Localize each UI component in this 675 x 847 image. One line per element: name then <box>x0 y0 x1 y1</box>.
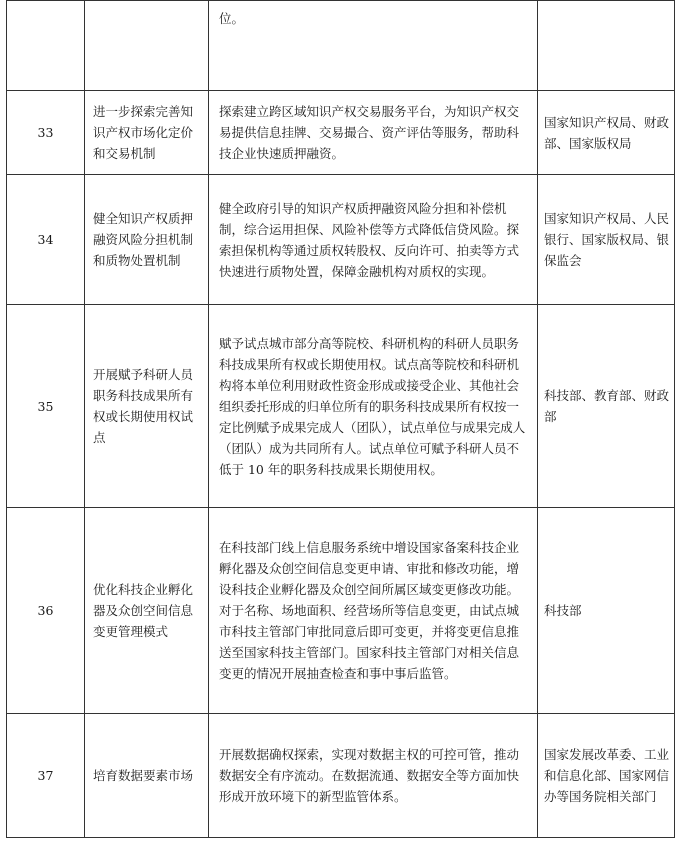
table-row <box>7 305 675 508</box>
row-number: 37 <box>7 714 85 838</box>
table-row <box>7 508 675 714</box>
table-row <box>7 175 675 305</box>
row-number: 33 <box>7 91 85 175</box>
row-number: 36 <box>7 508 85 714</box>
measure-name: 培育数据要素市场 <box>85 714 209 838</box>
responsible-departments: 科技部 <box>538 508 675 714</box>
measure-content: 开展数据确权探索，实现对数据主权的可控可管，推动数据安全有序流动。在数据流通、数据安全等方面加快形成开放环境下的新型监管体系。 <box>209 714 538 838</box>
measure-name: 开展赋予科研人员职务科技成果所有权或长期使用权试点 <box>85 305 209 508</box>
measure-name <box>85 1 209 91</box>
table-row <box>7 91 675 175</box>
responsible-departments: 国家发展改革委、工业和信息化部、国家网信办等国务院相关部门 <box>538 714 675 838</box>
row-number: 34 <box>7 175 85 305</box>
measure-content: 健全政府引导的知识产权质押融资风险分担和补偿机制，综合运用担保、风险补偿等方式降低信贷风险。探索担保机构等通过质权转股权、反向许可、拍卖等方式快速进行质物处置，保障金融机构对质权的实现。 <box>209 175 538 305</box>
table-row <box>7 1 675 91</box>
measure-content: 赋予试点城市部分高等院校、科研机构的科研人员职务科技成果所有权或长期使用权。试点高等院校和科研机构将本单位利用财政性资金形成或接受企业、其他社会组织委托形成的归单位所有的职务科技成果所有权按一定比例赋予成果完成人（团队），试点单位与成果完成人（团队）成为共同所有人。试点单位可赋予科研人员不低于 10 年的职务科技成果长期使用权。 <box>209 305 538 508</box>
row-number <box>7 1 85 91</box>
responsible-departments: 国家知识产权局、人民银行、国家版权局、银保监会 <box>538 175 675 305</box>
measure-name: 优化科技企业孵化器及众创空间信息变更管理模式 <box>85 508 209 714</box>
measure-name: 健全知识产权质押融资风险分担机制和质物处置机制 <box>85 175 209 305</box>
measure-name: 进一步探索完善知识产权市场化定价和交易机制 <box>85 91 209 175</box>
measure-content <box>209 1 538 91</box>
table-row <box>7 714 675 838</box>
measure-content-text: 位。 <box>219 11 245 26</box>
responsible-departments: 国家知识产权局、财政部、国家版权局 <box>538 91 675 175</box>
measure-content: 在科技部门线上信息服务系统中增设国家备案科技企业孵化器及众创空间信息变更申请、审批和修改功能，增设科技企业孵化器及众创空间所属区域变更修改功能。对于名称、场地面积、经营场所等信息变更，由试点城市科技主管部门审批同意后即可变更，并将变更信息推送至国家科技主管部门。国家科技主管部门对相关信息变更的情况开展抽查检查和事中事后监管。 <box>209 508 538 714</box>
measures-table <box>6 0 675 838</box>
row-number: 35 <box>7 305 85 508</box>
measure-content: 探索建立跨区域知识产权交易服务平台，为知识产权交易提供信息挂牌、交易撮合、资产评估等服务，帮助科技企业快速质押融资。 <box>209 91 538 175</box>
responsible-departments: 科技部、教育部、财政部 <box>538 305 675 508</box>
responsible-departments <box>538 1 675 91</box>
